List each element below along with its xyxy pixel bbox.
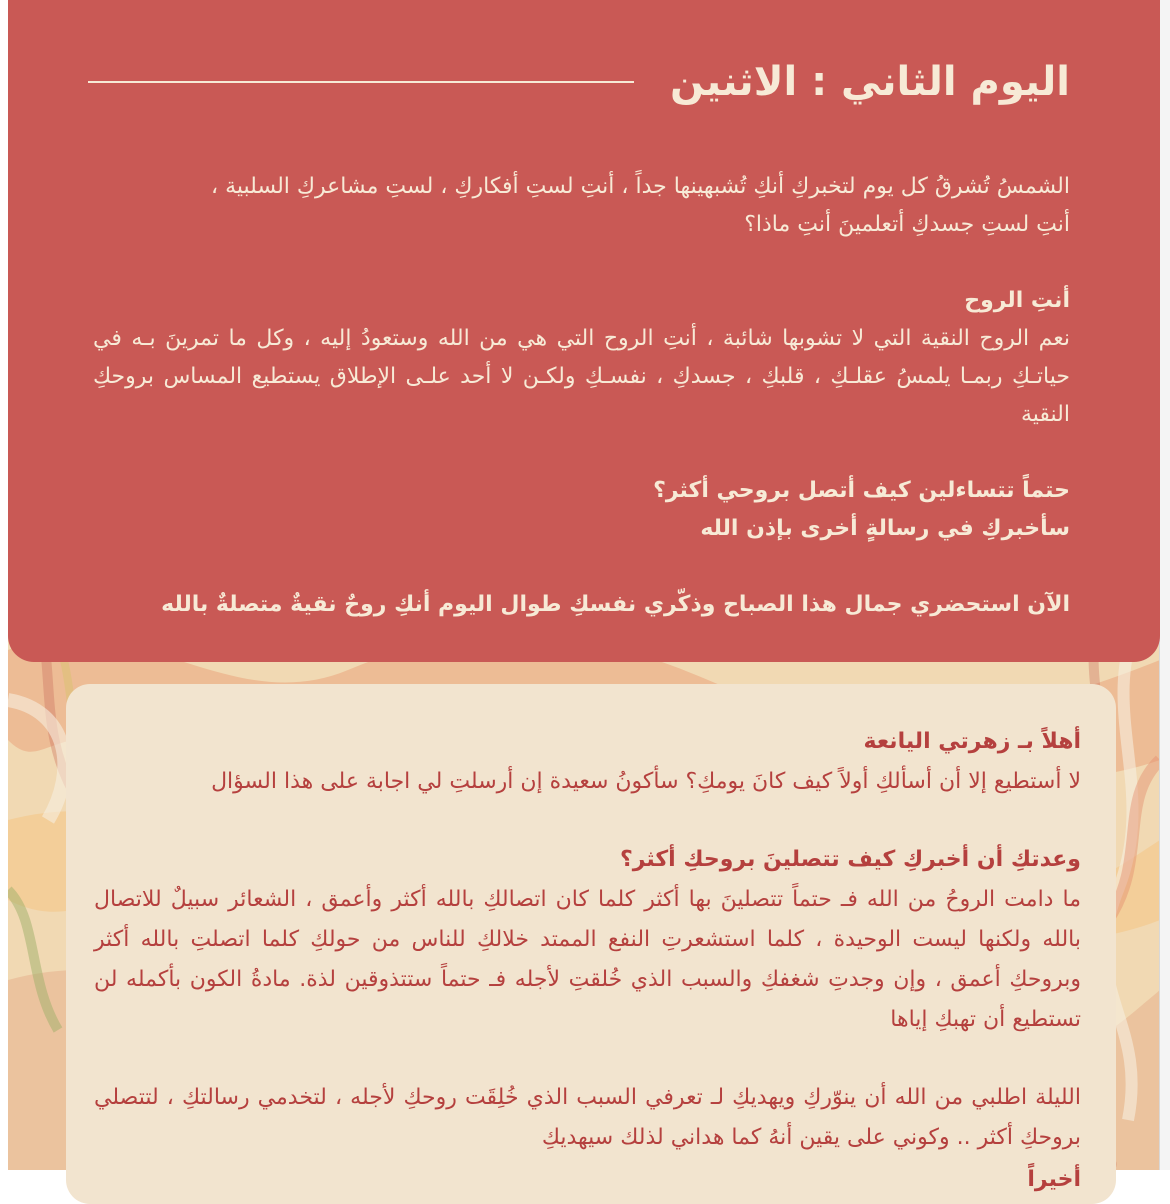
title-divider (88, 81, 634, 83)
day-two-card (8, 0, 1160, 662)
truncated-heading: أخيراً (1027, 1167, 1081, 1192)
intro-line-1: الشمسُ تُشرقُ كل يوم لتخبركِ أنكِ تُشبهينها جداً ، أنتِ لستِ أفكاركِ ، لستِ مشاعركِ السلبية ، (211, 174, 1070, 199)
question-line-1: حتماً تتساءلين كيف أتصل بروحي أكثر؟ (653, 478, 1070, 503)
title-row (88, 52, 1070, 112)
spirit-heading: أنتِ الروح (964, 288, 1070, 313)
top-card-body (93, 168, 1070, 624)
message-card-body (94, 722, 1081, 1158)
intro-line-2: أنتِ لستِ جسدكِ أتعلمينَ أنتِ ماذا؟ (744, 212, 1070, 237)
closing-line: الآن استحضري جمال هذا الصباح وذكّري نفسكِ طوال اليوم أنكِ روحٌ نقيةٌ متصلةٌ بالله (161, 592, 1070, 617)
promise-heading: وعدتكِ أن أخبركِ كيف تتصلينَ بروحكِ أكثر؟ (619, 847, 1081, 872)
greeting-paragraph: لا أستطيع إلا أن أسألكِ أولاً كيف كانَ يومكِ؟ سأكونُ سعيدة إن أرسلتِ لي اجابة على هذا السؤال (211, 769, 1081, 794)
promise-paragraph: ما دامت الروحُ من الله فـ حتماً تتصلينَ بها أكثر كلما كان اتصالكِ بالله أكثر وأعمق ، الشعائر سبيلٌ للاتصال بالله ولكنها ليست الوحيدة ، كلما استشعرتِ النفع الممتد خلالكِ للناس من حولكِ كلما اتصلتِ بالله أكثر وبروحكِ أعمق ، وإن وجدتِ شغفكِ والسبب الذي خُلقتِ لأجله فـ حتماً ستتذوقين لذة. مادةُ الكون بأكمله لن تستطيع أن تهبكِ إياها (94, 887, 1081, 1032)
page-title: اليوم الثاني : الاثنين (670, 59, 1070, 105)
scroll-edge (1159, 0, 1170, 1170)
message-card (66, 684, 1116, 1204)
question-line-2: سأخبركِ في رسالةٍ أخرى بإذن الله (700, 516, 1070, 541)
greeting-heading: أهلاً بـ زهرتي اليانعة (863, 729, 1081, 754)
spirit-paragraph: نعم الروح النقية التي لا تشوبها شائبة ، أنتِ الروح التي هي من الله وستعودُ إليه ، وكل ما تمرينَ بـه في حياتـكِ ربمـا يلمسُ عقلـكِ ، قلبكِ ، جسدكِ ، نفسـكِ ولكـن لا أحد علـى الإطلاق يستطيع المساس بروحكِ النقية (93, 326, 1070, 427)
night-paragraph: الليلة اطلبي من الله أن ينوّركِ ويهديكِ لـ تعرفي السبب الذي خُلِقَت روحكِ لأجله ، لتخدمي رسالتكِ ، لتتصلي بروحكِ أكثر .. وكوني على يقين أنهُ كما هداني لذلك سيهديكِ (94, 1085, 1081, 1150)
left-edge (0, 0, 8, 1170)
